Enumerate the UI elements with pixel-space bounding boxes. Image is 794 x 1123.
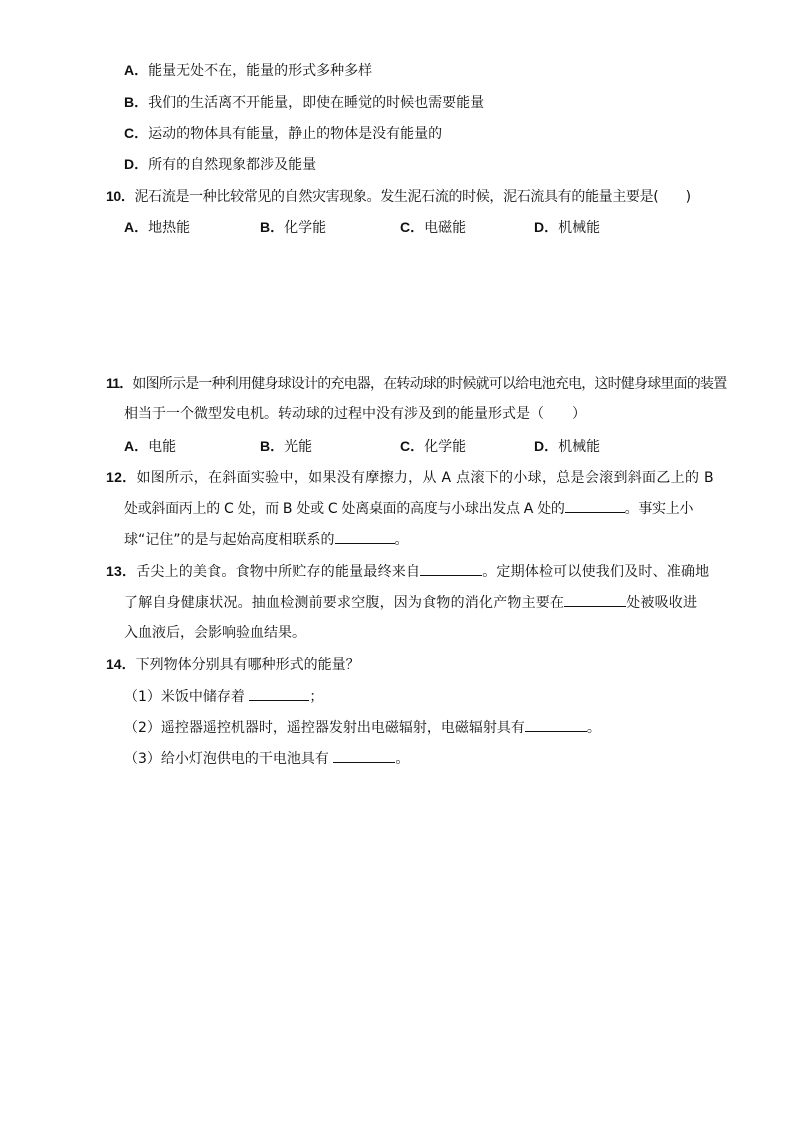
sub-label: （3） [124, 751, 161, 767]
q11-option-d [534, 436, 600, 457]
option-text: 所有的自然现象都涉及能量 [148, 157, 317, 173]
option-text: 电磁能 [424, 220, 467, 236]
answer-blank[interactable] [333, 748, 395, 763]
option-label: B． [260, 219, 285, 235]
question-number: 13． [106, 563, 137, 579]
option-label: D． [534, 219, 559, 235]
question-text: 处或斜面丙上的 C 处，而 B 处或 C 处离桌面的高度与小球出发点 A 处的 [124, 501, 565, 517]
q10-option-a [124, 217, 190, 238]
option-text: 运动的物体具有能量，静止的物体是没有能量的 [148, 126, 443, 142]
q11-option-a [124, 436, 176, 457]
q11-stem-line1 [106, 373, 726, 394]
q14-sub-1 [124, 686, 323, 707]
answer-blank[interactable] [525, 717, 587, 732]
option-text: 电能 [148, 439, 177, 455]
option-label: C． [400, 219, 425, 235]
question-text: 遥控器遥控机器时，遥控器发射出电磁辐射，电磁辐射具有 [160, 720, 525, 736]
question-text: 如图所示是一种利用健身球设计的充电器，在转动球的时候就可以给电池充电，这时健身球里面的装置 [132, 376, 727, 392]
option-label: C． [400, 438, 425, 454]
question-text: 入血液后，会影响验血结果。 [124, 625, 306, 641]
option-label: D． [534, 438, 559, 454]
question-text: 了解自身健康状况。抽血检测前要求空腹，因为食物的消化产物主要在 [124, 595, 565, 611]
option-text: 光能 [284, 439, 313, 455]
q14-sub-2 [124, 717, 601, 738]
question-text: 舌尖上的美食。食物中所贮存的能量最终来自 [136, 564, 421, 580]
q9-option-c [124, 123, 442, 144]
question-number: 11． [106, 375, 133, 391]
option-label: A． [124, 62, 149, 78]
q13-line1 [106, 561, 709, 582]
q9-option-b [124, 92, 484, 113]
question-text: 球“记住”的是与起始高度相联系的 [124, 532, 335, 548]
question-text: 。定期体检可以使我们及时、准确地 [482, 564, 710, 580]
q11-option-b [260, 436, 312, 457]
option-label: B． [124, 94, 149, 110]
option-text: 我们的生活离不开能量，即使在睡觉的时候也需要能量 [148, 95, 485, 111]
question-number: 14． [106, 656, 136, 672]
question-text: 处被吸收进 [626, 595, 698, 611]
option-label: A． [124, 438, 149, 454]
question-text: 相当于一个微型发电机。转动球的过程中没有涉及到的能量形式是（ ） [124, 406, 586, 422]
q12-line3 [124, 529, 409, 550]
q12-line2 [124, 498, 693, 519]
question-text: 下列物体分别具有哪种形式的能量？ [135, 657, 360, 673]
question-text: 给小灯泡供电的干电池具有 [160, 751, 334, 767]
option-text: 机械能 [558, 439, 601, 455]
option-label: D． [124, 156, 149, 172]
question-text: ； [309, 689, 324, 705]
answer-blank[interactable] [335, 529, 395, 544]
q10-option-d [534, 217, 600, 238]
answer-blank[interactable] [565, 498, 625, 513]
sub-label: （2） [124, 720, 161, 736]
q11-option-c [400, 436, 466, 457]
option-label: B． [260, 438, 285, 454]
q13-line2 [124, 592, 697, 613]
q13-line3 [124, 623, 306, 643]
q11-stem-line2 [124, 404, 586, 424]
sub-label: （1） [124, 689, 161, 705]
option-text: 机械能 [558, 220, 601, 236]
question-text: 。事实上小 [624, 501, 694, 517]
option-text: 化学能 [284, 220, 327, 236]
q9-option-d [124, 154, 316, 175]
option-label: C． [124, 125, 149, 141]
answer-blank[interactable] [420, 561, 482, 576]
question-text: 如图所示，在斜面实验中，如果没有摩擦力，从 A 点滚下的小球，总是会滚到斜面乙上的 B [136, 470, 714, 486]
q10-stem [106, 186, 691, 207]
question-number: 10． [106, 188, 135, 204]
option-text: 地热能 [148, 220, 191, 236]
q9-option-a [124, 60, 372, 81]
question-text: 。 [395, 751, 410, 767]
q10-option-c [400, 217, 466, 238]
question-text: 。 [394, 532, 409, 548]
q12-line1 [106, 467, 714, 488]
answer-blank[interactable] [249, 686, 309, 701]
q14-sub-3 [124, 748, 409, 769]
option-text: 能量无处不在，能量的形式多种多样 [148, 63, 373, 79]
option-text: 化学能 [424, 439, 467, 455]
q14-stem [106, 654, 360, 675]
question-text: 米饭中储存着 [160, 689, 250, 705]
option-label: A． [124, 219, 149, 235]
question-text: 泥石流是一种比较常见的自然灾害现象。发生泥石流的时候，泥石流具有的能量主要是( ) [134, 189, 691, 205]
answer-blank[interactable] [564, 592, 626, 607]
q10-option-b [260, 217, 326, 238]
question-text: 。 [586, 720, 601, 736]
question-number: 12． [106, 469, 137, 485]
